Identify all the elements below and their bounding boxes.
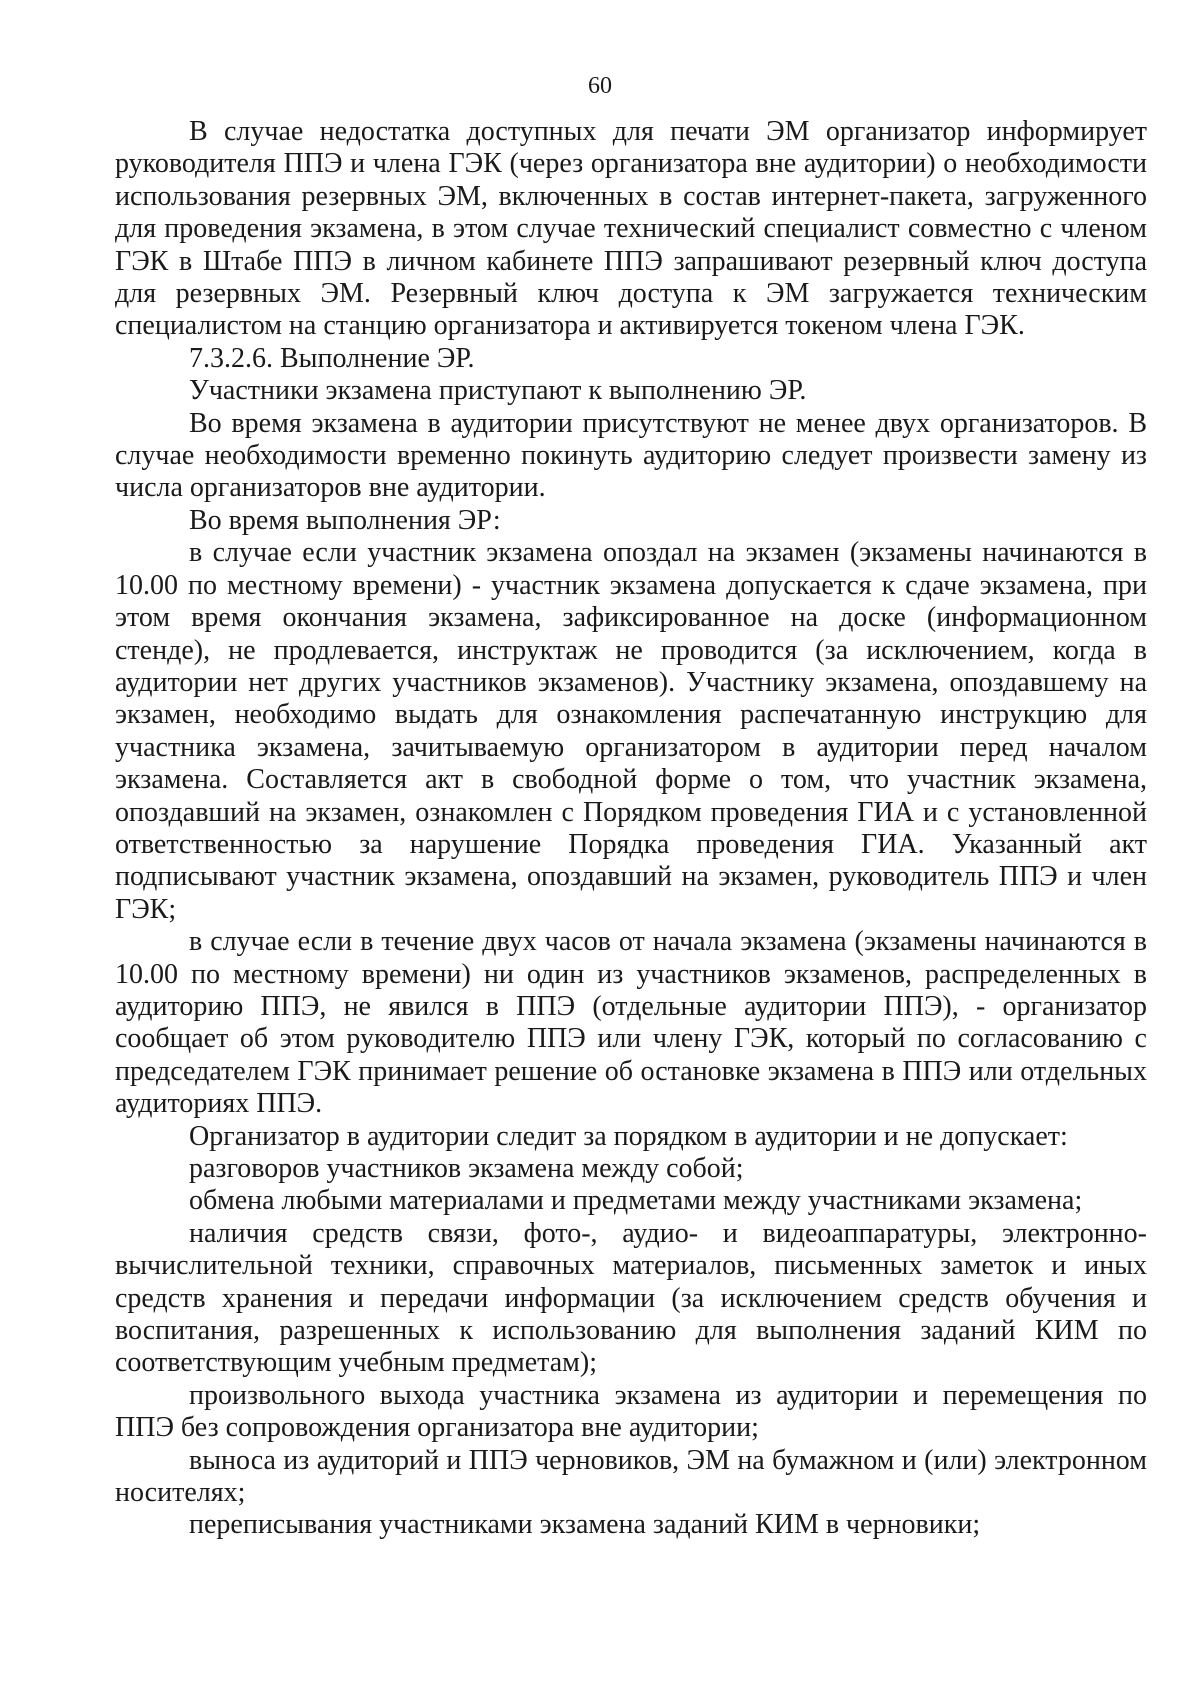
paragraph-late-participant: в случае если участник экзамена опоздал на экзамен (экзамены начинаются в 10.00 по местному времени) - участник экзамена допускается к сдаче экзамена, при этом время окончания экзамена, зафиксированное на доске (информационном стенде), не продлевается, инструктаж не проводится (за исключением, когда в аудитории нет других участников экзаменов). Участнику экзамена, опоздавшему на экзамен, необходимо выдать для ознакомления распечатанную инструкцию для участника экзамена, зачитываемую организатором в аудитории перед началом экзамена. Составляется акт в свободной форме о том, что участник экзамена, опоздавший на экзамен, ознакомлен с Порядком проведения ГИА и с установленной ответственностью за нарушение Порядка проведения ГИА. Указанный акт подписывают участник экзамена, опоздавший на экзамен, руководитель ППЭ и член ГЭК;	[115, 537, 1147, 925]
list-item-leaving-room: произвольного выхода участника экзамена из аудитории и перемещения по ППЭ без сопровождения организатора вне аудитории;	[115, 1379, 1147, 1444]
list-item-devices: наличия средств связи, фото-, аудио- и видеоаппаратуры, электронно-вычислительной техники, справочных материалов, письменных заметок и иных средств хранения и передачи информации (за исключением средств обучения и воспитания, разрешенных к использованию для выполнения заданий КИМ по соответствующим учебным предметам);	[115, 1217, 1147, 1379]
section-heading: 7.3.2.6. Выполнение ЭР.	[189, 342, 475, 374]
document-body	[115, 116, 1147, 1542]
page-number: 60	[588, 73, 612, 99]
paragraph-reserve-em: В случае недостатка доступных для печати ЭМ организатор информирует руководителя ППЭ и члена ГЭК (через организатора вне аудитории) о необходимости использования резервных ЭМ, включенных в состав интернет-пакета, загруженного для проведения экзамена, в этом случае технический специалист совместно с членом ГЭК в Штабе ППЭ в личном кабинете ППЭ запрашивают резервный ключ доступа для резервных ЭМ. Резервный ключ доступа к ЭМ загружается техническим специалистом на станцию организатора и активируется токеном члена ГЭК.	[115, 116, 1147, 342]
paragraph-no-show: в случае если в течение двух часов от начала экзамена (экзамены начинаются в 10.00 по местному времени) ни один из участников экзаменов, распределенных в аудиторию ППЭ, не явился в ППЭ (отдельные аудитории ППЭ), - организатор сообщает об этом руководителю ППЭ или члену ГЭК, который по согласованию с председателем ГЭК принимает решение об остановке экзамена в ППЭ или отдельных аудиториях ППЭ.	[115, 926, 1147, 1120]
list-item-removing-drafts: выноса из аудиторий и ППЭ черновиков, ЭМ на бумажном и (или) электронном носителях;	[115, 1444, 1147, 1509]
paragraph-organizer-prohibits: Организатор в аудитории следит за порядком в аудитории и не допускает:	[189, 1120, 1068, 1152]
list-item-material-exchange: обмена любыми материалами и предметами между участниками экзамена;	[189, 1185, 1083, 1217]
list-item-copying-tasks: переписывания участниками экзамена заданий КИМ в черновики;	[189, 1509, 981, 1541]
paragraph-organizers-present: Во время экзамена в аудитории присутствуют не менее двух организаторов. В случае необходимости временно покинуть аудиторию следует произвести замену из числа организаторов вне аудитории.	[115, 407, 1147, 504]
paragraph-start-er: Участники экзамена приступают к выполнению ЭР.	[189, 375, 807, 407]
paragraph-during-er: Во время выполнения ЭР:	[189, 504, 501, 536]
list-item-conversations: разговоров участников экзамена между собой;	[189, 1153, 744, 1184]
